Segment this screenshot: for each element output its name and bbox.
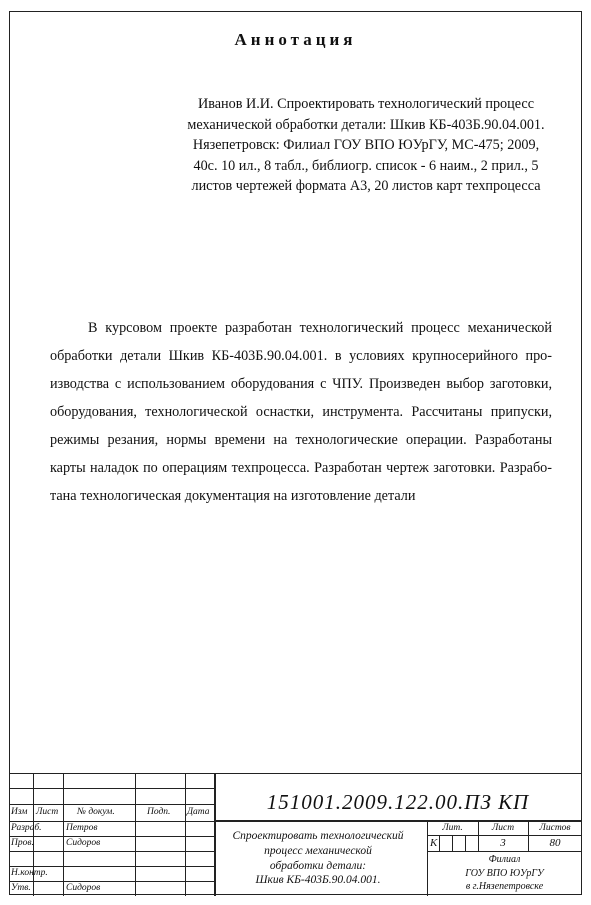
abstract-line: В курсовом проекте разработан технологический процесс механической [88, 320, 552, 336]
grid-line [9, 851, 214, 852]
grid-line [9, 836, 214, 837]
page-title: Аннотация [234, 30, 357, 49]
biblio-line: Иванов И.И. Спроектировать технологический процесс [198, 96, 534, 112]
sheets-header: Листов [539, 823, 571, 833]
header-list: Лист [36, 807, 59, 817]
grid-line [9, 821, 214, 822]
header-doc-no: № докум. [77, 807, 115, 817]
document-number: 151001.2009.122.00.ПЗ КП [266, 790, 530, 814]
grid-line [439, 835, 440, 851]
biblio-line: листов чертежей формата А3, 20 листов карт техпроцесса [191, 178, 541, 195]
sheets-value: 80 [549, 837, 561, 849]
grid-line [9, 788, 214, 789]
role-checker: Пров. [11, 838, 34, 848]
org-line: в г.Нязепетровске [465, 881, 544, 892]
abstract-text [50, 314, 552, 510]
biblio-line: механической обработки детали: Шкив КБ-403Б.90.04.001. [187, 116, 545, 133]
org-line: Филиал [488, 854, 521, 865]
document-subject [214, 829, 422, 888]
abstract-line: тана технологическая документация на изготовление детали [50, 488, 416, 504]
sheet-value: 3 [500, 837, 506, 849]
lit-header: Лит. [442, 823, 463, 833]
biblio-line: 40с. 10 ил., 8 табл., библиогр. список - 6 наим., 2 прил., 5 [193, 157, 539, 174]
grid-line [465, 835, 466, 851]
abstract-line: режимы резания, нормы времени на технологические операции. Разработаны [50, 432, 552, 448]
org-line: ГОУ ВПО ЮУрГУ [465, 867, 544, 879]
grid-line [427, 835, 582, 836]
bibliographic-description [170, 94, 562, 197]
role-developer: Разраб. [11, 823, 42, 833]
role-approver: Утв. [11, 883, 31, 893]
title-block [9, 773, 582, 895]
subject-line: обработки детали: [269, 859, 367, 872]
grid-line [9, 804, 214, 805]
grid-line [9, 866, 214, 867]
abstract-line: обработки детали Шкив КБ-403Б.90.04.001. в условиях крупносерийного про- [50, 348, 552, 364]
name-developer: Петров [66, 823, 98, 833]
abstract-line: карты наладок по операциям техпроцесса. Разработан чертеж заготовки. Разрабо- [50, 460, 552, 476]
abstract-line: изводства с использованием оборудования с ЧПУ. Произведен выбор заготовки, [50, 376, 552, 392]
header-sign: Подп. [147, 807, 171, 817]
subject-line: Шкив КБ-403Б.90.04.001. [255, 874, 381, 887]
grid-line [185, 774, 186, 896]
grid-line [214, 820, 582, 822]
sheet-header: Лист [491, 823, 515, 833]
subject-line: процесс механической [264, 844, 372, 857]
header-izm: Изм [11, 807, 28, 817]
grid-line [452, 835, 453, 851]
biblio-line: Нязепетровск: Филиал ГОУ ВПО ЮУрГУ, МС-475; 2009, [192, 137, 540, 154]
name-approver: Сидоров [66, 883, 101, 893]
organization [427, 853, 582, 894]
grid-line [9, 881, 214, 882]
abstract-line: оборудования, технологической оснастки, инструмента. Рассчитаны припуски, [50, 404, 552, 420]
lit-value: К [430, 837, 438, 849]
role-norm-control: Н.контр. [11, 868, 48, 878]
name-checker: Сидоров [66, 838, 101, 848]
grid-line [135, 774, 136, 896]
grid-line [427, 851, 582, 852]
subject-line: Спроектировать технологический [232, 830, 404, 842]
grid-line [63, 774, 64, 896]
header-date: Дата [187, 807, 210, 817]
